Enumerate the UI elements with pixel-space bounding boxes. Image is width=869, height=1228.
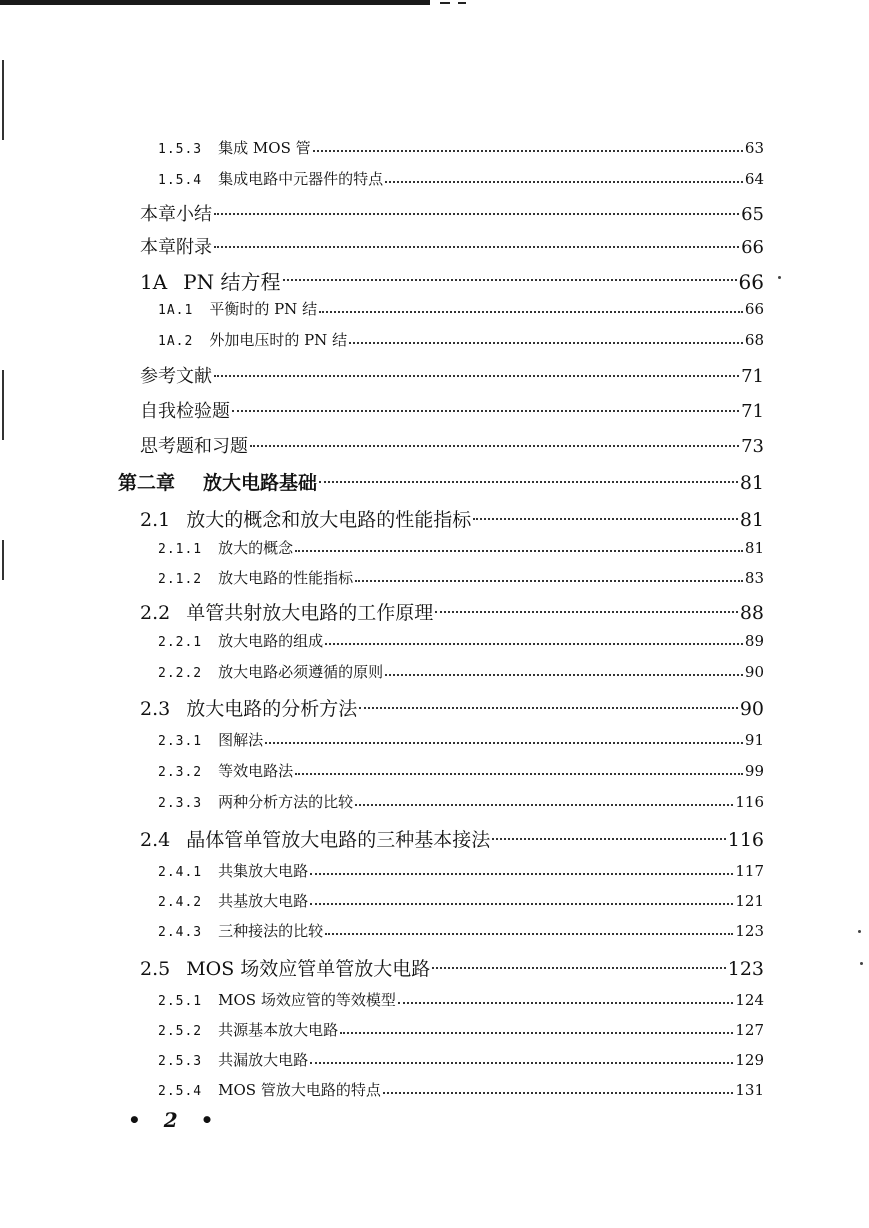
dot-leader: [283, 278, 737, 281]
toc-entry: [158, 1049, 764, 1075]
toc-page: 117: [735, 862, 764, 880]
toc-entry: [140, 598, 764, 624]
toc-title: 放大电路的组成: [218, 632, 324, 650]
toc-page: 90: [739, 698, 764, 720]
toc-number: 2.4.1: [158, 865, 203, 880]
toc-title: 放大电路必须遵循的原则: [218, 663, 384, 681]
toc-page: 88: [739, 602, 764, 624]
toc-title: 本章小结: [140, 204, 212, 225]
toc-title: 放大电路的性能指标: [218, 569, 354, 587]
toc-number: 1.5.4: [158, 173, 203, 188]
toc-title: 共漏放大电路: [218, 1051, 309, 1069]
toc-page: 66: [741, 237, 764, 258]
toc-page: 81: [744, 539, 764, 557]
toc-number: 2.5.2: [158, 1024, 203, 1039]
toc-page: 71: [741, 366, 764, 387]
toc-page: 73: [741, 436, 764, 457]
toc-number: 2.2.2: [158, 666, 203, 681]
toc-entry: [158, 920, 764, 946]
toc-number: 2.4.3: [158, 925, 203, 940]
toc-entry: [158, 1079, 764, 1105]
dot-leader: [492, 837, 726, 840]
toc-entry: [158, 791, 764, 817]
dot-leader: [359, 706, 738, 709]
toc-title: 三种接法的比较: [218, 922, 324, 940]
toc-page: 68: [744, 331, 764, 349]
toc-entry: [140, 954, 764, 980]
toc-entry: [158, 890, 764, 916]
toc-number: 2.4.2: [158, 895, 203, 910]
toc-number: 2.3.1: [158, 734, 203, 749]
toc-number: 2.1.1: [158, 542, 203, 557]
toc-title: 集成 MOS 管: [218, 139, 311, 157]
toc-title: 共集放大电路: [218, 862, 309, 880]
toc-title: 两种分析方法的比较: [218, 793, 354, 811]
dot-leader: [295, 772, 743, 775]
toc-title: 平衡时的 PN 结: [209, 300, 318, 318]
toc-page: 64: [744, 170, 764, 188]
dot-leader: [319, 310, 743, 313]
toc-entry: [158, 298, 764, 324]
toc-entry: [158, 989, 764, 1015]
toc-title: 放大的概念: [218, 539, 294, 557]
toc-title: MOS 管放大电路的特点: [218, 1081, 381, 1099]
dot-leader: [355, 803, 733, 806]
dot-leader: [432, 966, 725, 969]
dot-leader: [383, 1091, 734, 1094]
toc-page: 83: [744, 569, 764, 587]
toc-number: 2.2.1: [158, 635, 203, 650]
toc-chapter-number: 第二章: [118, 472, 176, 494]
toc-title: 共基放大电路: [218, 892, 309, 910]
toc-number: 1A.1: [158, 303, 194, 318]
dot-leader: [214, 374, 739, 377]
dot-leader: [265, 741, 743, 744]
toc-entry: [140, 362, 764, 388]
toc-title: 放大电路基础: [203, 472, 318, 494]
toc-entry: [140, 825, 764, 851]
dot-leader: [398, 1001, 734, 1004]
toc-number: 2.3: [140, 698, 171, 720]
toc-page: 127: [735, 1021, 764, 1039]
toc-entry: [140, 432, 764, 458]
dot-leader: [349, 341, 743, 344]
toc-number: 2.5.3: [158, 1054, 203, 1069]
toc-page: 66: [738, 270, 764, 292]
toc-number: 2.5: [140, 958, 171, 980]
dot-leader: [310, 902, 733, 905]
toc-page: 81: [739, 472, 764, 494]
dot-leader: [232, 409, 739, 412]
dot-leader: [325, 932, 733, 935]
toc-page: 63: [744, 139, 764, 157]
toc-page: 89: [744, 632, 764, 650]
dot-leader: [473, 517, 738, 520]
toc-title: 单管共射放大电路的工作原理: [186, 602, 434, 624]
toc-page: 123: [727, 958, 764, 980]
dot-leader: [385, 673, 743, 676]
toc-entry: [158, 860, 764, 886]
toc-title: 外加电压时的 PN 结: [209, 331, 348, 349]
toc-page: 81: [739, 509, 764, 531]
toc-number: 2.2: [140, 602, 171, 624]
dot-leader: [250, 444, 739, 447]
toc-entry: [158, 168, 764, 194]
toc-entry: [140, 505, 764, 531]
toc-page: 71: [741, 401, 764, 422]
toc-entry: [140, 694, 764, 720]
toc-title: 集成电路中元器件的特点: [218, 170, 384, 188]
toc-title: MOS 场效应管单管放大电路: [186, 958, 431, 980]
toc-entry: [158, 1019, 764, 1045]
toc-entry: [158, 630, 764, 656]
dot-leader: [435, 610, 738, 613]
toc-entry: [140, 266, 764, 292]
dot-leader: [214, 212, 739, 215]
toc-page: 91: [744, 731, 764, 749]
toc-page: 123: [735, 922, 764, 940]
toc-title: 晶体管单管放大电路的三种基本接法: [186, 829, 491, 851]
toc-number: 1A: [140, 270, 168, 292]
toc-entry: [158, 329, 764, 355]
toc-number: 2.3.2: [158, 765, 203, 780]
toc-entry: [158, 567, 764, 593]
dot-leader: [319, 480, 738, 483]
dot-leader: [313, 149, 743, 152]
toc-number: 2.5.4: [158, 1084, 203, 1099]
toc-number: 2.1: [140, 509, 171, 531]
toc-page: 116: [727, 829, 764, 851]
toc-page: 116: [735, 793, 764, 811]
toc-page: 99: [744, 762, 764, 780]
toc-title: 放大电路的分析方法: [186, 698, 358, 720]
toc-page: 65: [741, 204, 764, 225]
dot-leader: [325, 642, 743, 645]
toc-title: 放大的概念和放大电路的性能指标: [186, 509, 472, 531]
toc-number: 1.5.3: [158, 142, 203, 157]
toc-page: 66: [744, 300, 764, 318]
toc-title: 自我检验题: [140, 401, 230, 422]
toc-entry: [140, 200, 764, 226]
dot-leader: [340, 1031, 733, 1034]
toc-page: 90: [744, 663, 764, 681]
toc-title: MOS 场效应管的等效模型: [218, 991, 396, 1009]
toc-entry: [158, 760, 764, 786]
page-number-footer: • 2 •: [128, 1108, 222, 1132]
toc-page: 129: [735, 1051, 764, 1069]
toc-entry: [140, 397, 764, 423]
toc-title: 参考文献: [140, 366, 212, 387]
toc-page: 124: [735, 991, 764, 1009]
toc-title: 图解法: [218, 731, 264, 749]
toc-title: 本章附录: [140, 237, 212, 258]
dot-leader: [355, 579, 743, 582]
dot-leader: [295, 549, 743, 552]
toc-title: 等效电路法: [218, 762, 294, 780]
toc-entry: [158, 729, 764, 755]
toc-chapter-entry: [118, 468, 764, 494]
toc-number: 1A.2: [158, 334, 194, 349]
toc-title: 思考题和习题: [140, 436, 248, 457]
dot-leader: [385, 180, 743, 183]
toc-entry: [140, 233, 764, 259]
toc-entry: [158, 537, 764, 563]
toc-entry: [158, 661, 764, 687]
toc-number: 2.3.3: [158, 796, 203, 811]
toc-title: PN 结方程: [183, 270, 281, 292]
toc-title: 共源基本放大电路: [218, 1021, 339, 1039]
dot-leader: [310, 1061, 733, 1064]
dot-leader: [310, 872, 733, 875]
toc-entry: [158, 137, 764, 163]
toc-number: 2.5.1: [158, 994, 203, 1009]
toc-page: 131: [735, 1081, 764, 1099]
toc-number: 2.4: [140, 829, 171, 851]
toc-number: 2.1.2: [158, 572, 203, 587]
dot-leader: [214, 245, 739, 248]
toc-page: 121: [735, 892, 764, 910]
